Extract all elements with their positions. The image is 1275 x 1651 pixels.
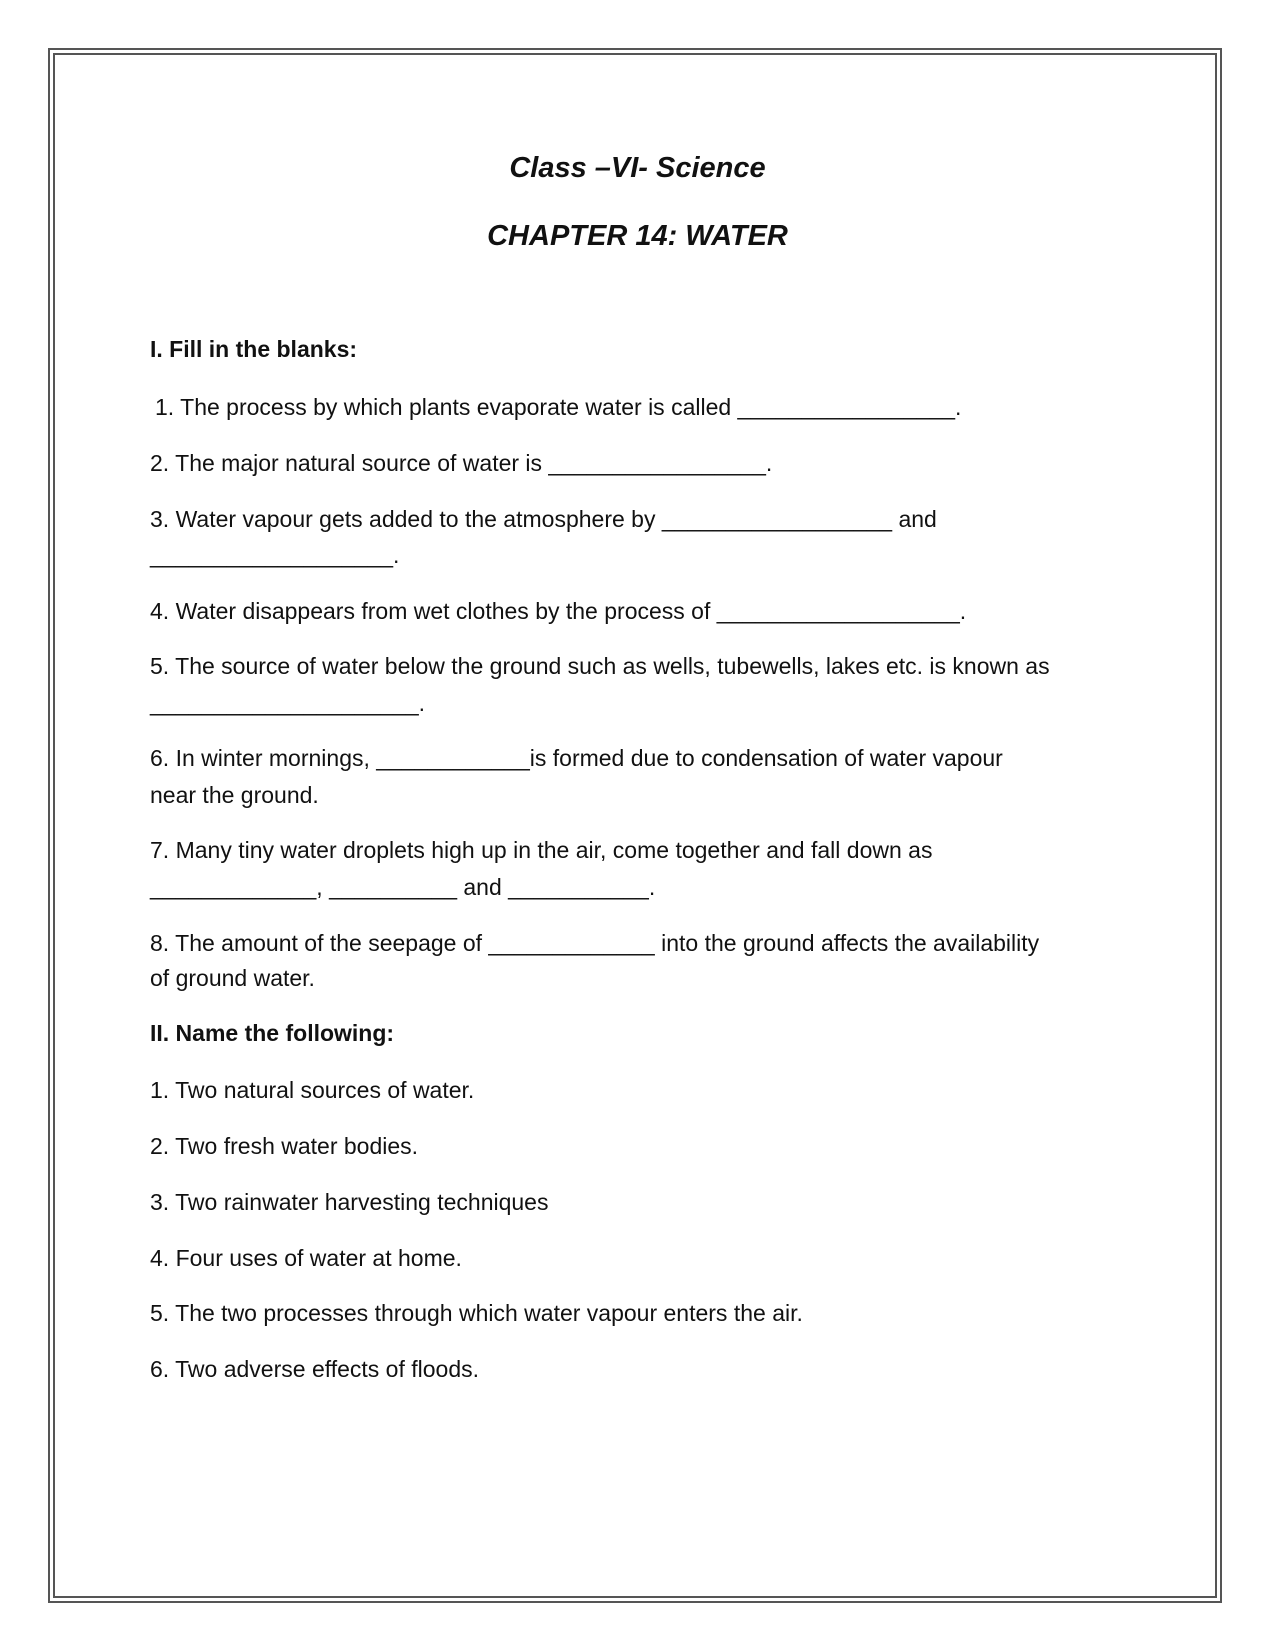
document-title: Class –VI- Science xyxy=(509,152,766,184)
fill-blank-question-1: 1. The process by which plants evaporate water is called _________________. xyxy=(155,394,962,420)
chapter-title: CHAPTER 14: WATER xyxy=(487,220,788,252)
fill-blank-question-2: 2. The major natural source of water is _________________. xyxy=(150,450,773,476)
fill-blank-question-8: 8. The amount of the seepage of _____________ into the ground affects the availability xyxy=(150,930,1040,956)
fill-blank-question-5: 5. The source of water below the ground such as wells, tubewells, lakes etc. is known as xyxy=(150,653,1050,679)
name-question-1: 1. Two natural sources of water. xyxy=(150,1077,475,1103)
fill-blank-question-5-cont: _____________________. xyxy=(150,690,426,716)
fill-blank-question-3-cont: ___________________. xyxy=(150,542,400,568)
name-question-2: 2. Two fresh water bodies. xyxy=(150,1133,419,1159)
name-question-3: 3. Two rainwater harvesting techniques xyxy=(150,1189,549,1215)
section-heading-fill-blanks: I. Fill in the blanks: xyxy=(150,336,358,362)
fill-blank-question-8-cont: of ground water. xyxy=(150,965,315,991)
fill-blank-question-3: 3. Water vapour gets added to the atmosphere by __________________ and xyxy=(150,506,937,532)
name-question-4: 4. Four uses of water at home. xyxy=(150,1245,462,1271)
fill-blank-question-4: 4. Water disappears from wet clothes by the process of ___________________. xyxy=(150,598,967,624)
fill-blank-question-6-cont: near the ground. xyxy=(150,782,319,808)
name-question-5: 5. The two processes through which water vapour enters the air. xyxy=(150,1300,803,1326)
fill-blank-question-7: 7. Many tiny water droplets high up in the air, come together and fall down as xyxy=(150,837,933,863)
section-heading-name-following: II. Name the following: xyxy=(150,1020,395,1046)
name-question-6: 6. Two adverse effects of floods. xyxy=(150,1356,480,1382)
fill-blank-question-6: 6. In winter mornings, ____________is formed due to condensation of water vapour xyxy=(150,745,1003,771)
fill-blank-question-7-cont: _____________, __________ and ___________. xyxy=(150,874,656,900)
